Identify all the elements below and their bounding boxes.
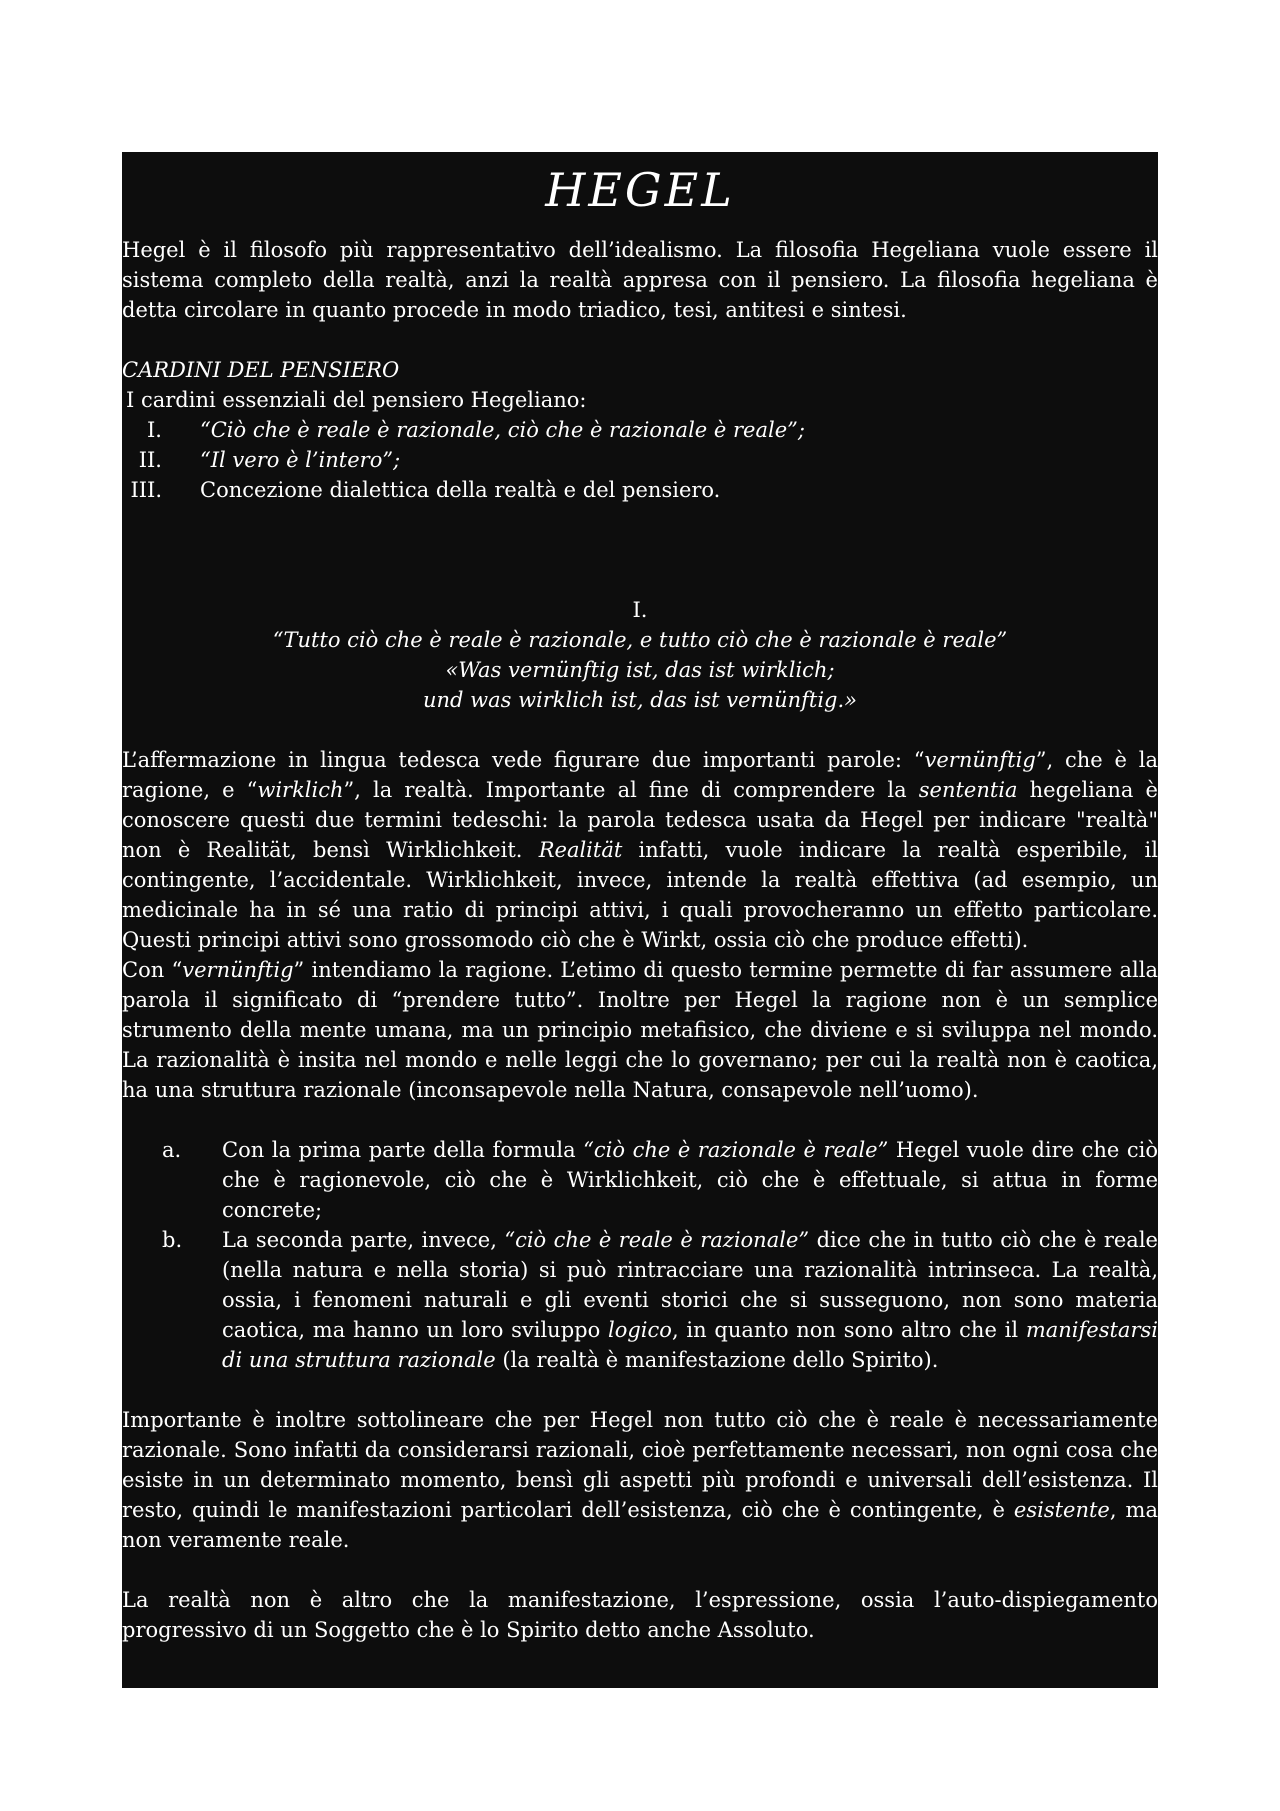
cardini-list: [122, 415, 1158, 505]
list-item-text: “Ciò che è reale è razionale, ciò che è razionale è reale”;: [200, 417, 805, 442]
list-item-number: II.: [138, 447, 162, 472]
list-item: [122, 475, 1158, 505]
german-quote-line-1: «Was vernünftig ist, das ist wirklich;: [445, 657, 835, 682]
page-title: HEGEL: [545, 163, 735, 217]
intro-paragraph: Hegel è il filosofo più rappresentativo dell’idealismo. La filosofia Hegeliana vuole essere il sistema completo della realtà, anzi la realtà appresa con il pensiero. La filosofia hegeliana è detta circolare in quanto procede in modo triadico, tesi, antitesi e sintesi.: [122, 237, 1158, 322]
cardini-lead: I cardini essenziali del pensiero Hegeliano:: [126, 387, 587, 412]
list-item-number: I.: [147, 417, 162, 442]
german-quote-line-2: und was wirklich ist, das ist vernünftig.»: [422, 687, 858, 712]
formula-parts-list: [122, 1135, 1158, 1375]
cardini-heading: CARDINI DEL PENSIERO: [122, 357, 400, 382]
list-item-number: III.: [130, 477, 162, 502]
paragraph-wirklichkeit: L’affermazione in lingua tedesca vede figurare due importanti parole: “vernünftig”, che è la ragione, e “wirklich”, la realtà. Importante al fine di comprendere la sententia hegeliana è conoscere questi due termini tedeschi: la parola tedesca usata da Hegel per indicare "realtà" non è Realität, bensì Wirklichkeit. Realität infatti, vuole indicare la realtà esperibile, il contingente, l’accidentale. Wirklichkeit, invece, intende la realtà effettiva (ad esempio, un medicinale ha in sé una ratio di principi attivi, i quali provocheranno un effetto particolare. Questi principi attivi sono grossomodo ciò che è Wirkt, ossia ciò che produce effetti).: [122, 747, 1158, 952]
document-page: [122, 152, 1158, 1688]
italian-quote: “Tutto ciò che è reale è razionale, e tutto ciò che è razionale è reale”: [272, 627, 1008, 652]
list-item-text: La seconda parte, invece, “ciò che è reale è razionale” dice che in tutto ciò che è reale (nella natura e nella storia) si può rintracciare una razionalità intrinseca. La realtà, ossia, i fenomeni naturali e gli eventi storici che si susseguono, non sono materia caotica, ma hanno un loro sviluppo logico, in quanto non sono altro che il manifestarsi di una struttura razionale (la realtà è manifestazione dello Spirito).: [222, 1227, 1158, 1372]
paragraph-vernunftig: Con “vernünftig” intendiamo la ragione. L’etimo di questo termine permette di far assumere alla parola il significato di “prendere tutto”. Inoltre per Hegel la ragione non è un semplice strumento della mente umana, ma un principio metafisico, che diviene e si sviluppa nel mondo. La razionalità è insita nel mondo e nelle leggi che lo governano; per cui la realtà non è caotica, ha una struttura razionale (inconsapevole nella Natura, consapevole nell’uomo).: [122, 957, 1158, 1102]
section-number: I.: [632, 597, 648, 622]
list-item-letter: a.: [162, 1137, 182, 1162]
list-item-text: “Il vero è l’intero”;: [200, 447, 401, 472]
list-item: [122, 1225, 1158, 1375]
list-item-letter: b.: [162, 1227, 183, 1252]
list-item-text: Con la prima parte della formula “ciò che è razionale è reale” Hegel vuole dire che ciò che è ragionevole, ciò che è Wirklichkeit, ciò che è effettuale, si attua in forme concrete;: [222, 1137, 1159, 1222]
list-item: [122, 445, 1158, 475]
list-item: [122, 1135, 1158, 1225]
section-one-header: [122, 595, 1158, 715]
paragraph-necessity: Importante è inoltre sottolineare che per Hegel non tutto ciò che è reale è necessariamente razionale. Sono infatti da considerarsi razionali, cioè perfettamente necessari, non ogni cosa che esiste in un determinato momento, bensì gli aspetti più profondi e universali dell’esistenza. Il resto, quindi le manifestazioni particolari dell’esistenza, ciò che è contingente, è esistente, ma non veramente reale.: [122, 1407, 1158, 1552]
paragraph-spirit: La realtà non è altro che la manifestazione, l’espressione, ossia l’auto-dispiegamento progressivo di un Soggetto che è lo Spirito detto anche Assoluto.: [122, 1587, 1158, 1642]
list-item: [122, 415, 1158, 445]
list-item-text: Concezione dialettica della realtà e del pensiero.: [200, 477, 721, 502]
